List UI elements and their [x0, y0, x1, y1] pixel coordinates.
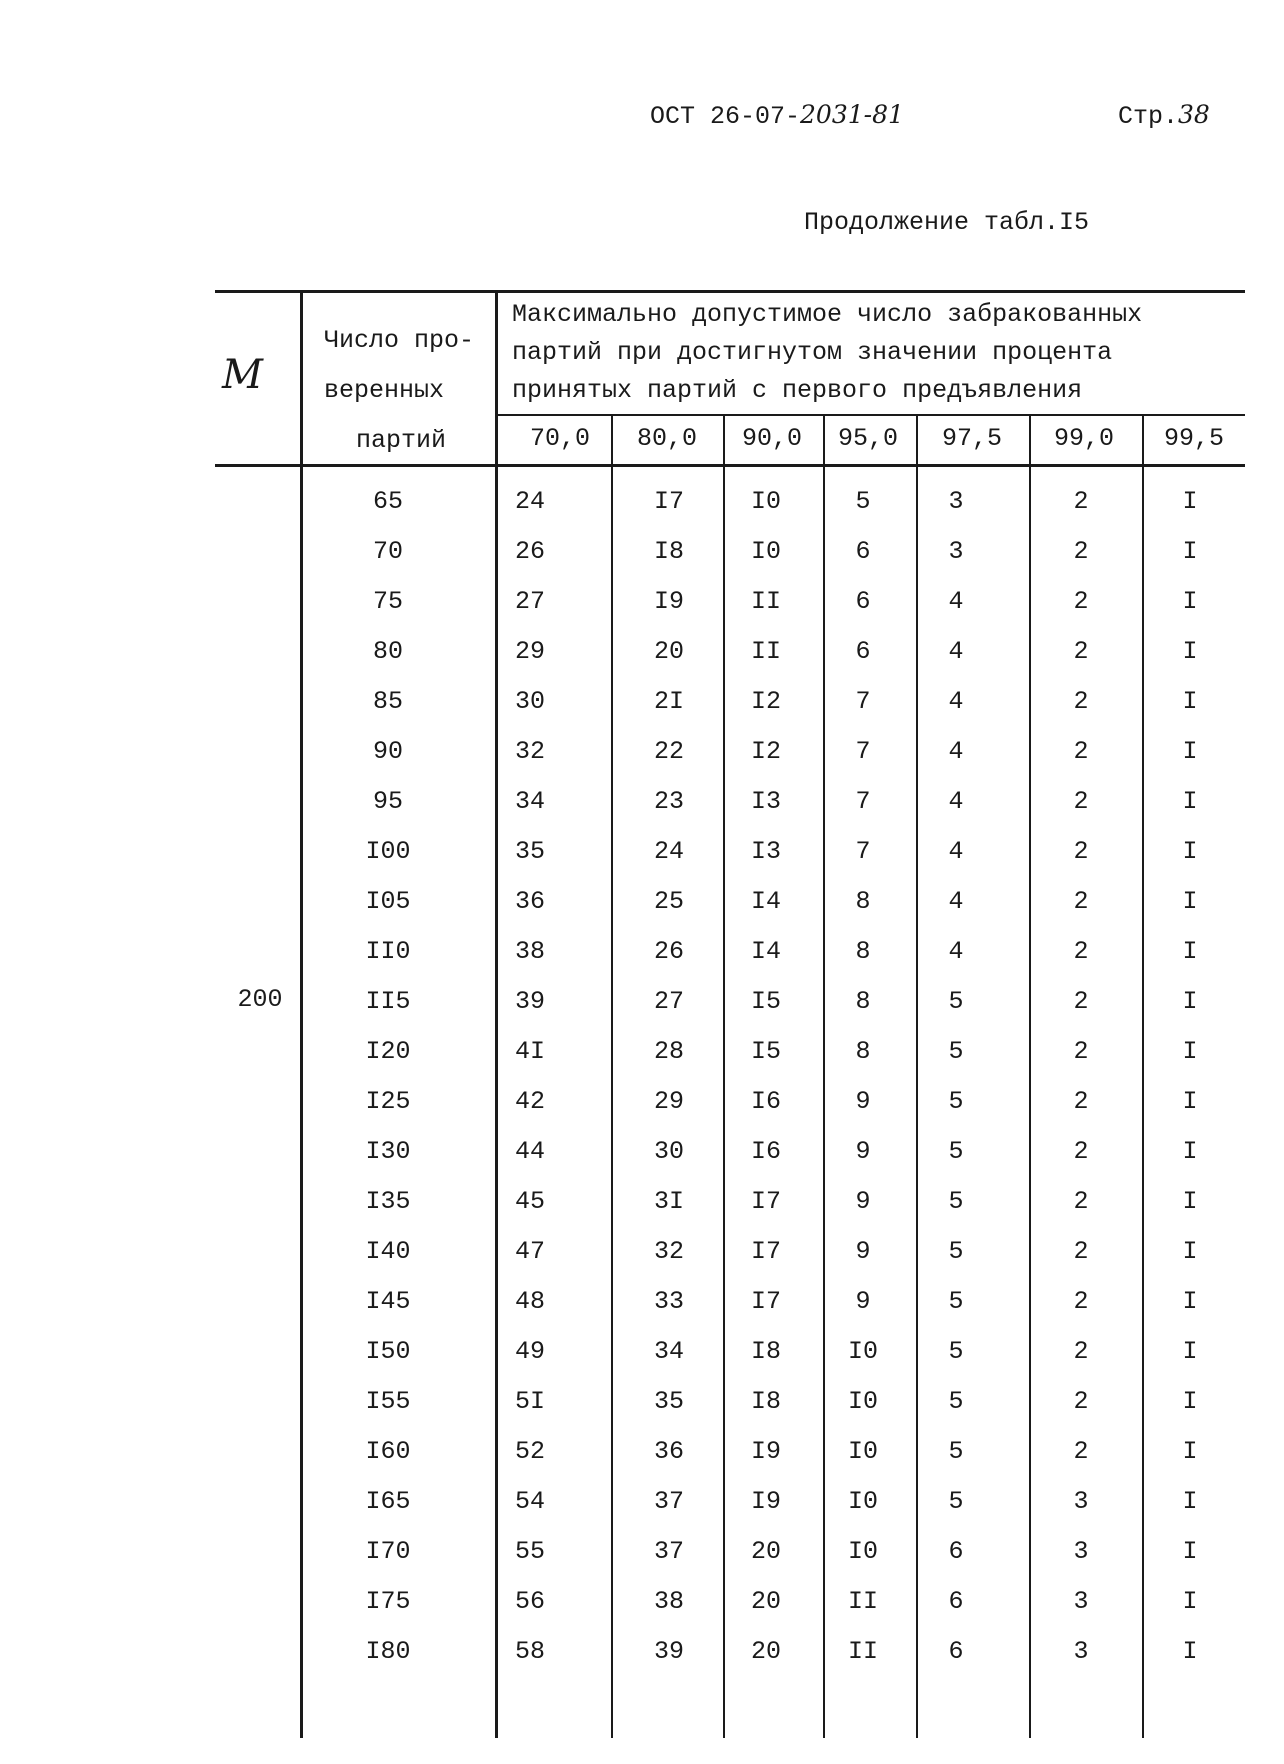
table-cell: 5: [948, 1437, 964, 1466]
table-cell: I9: [653, 587, 684, 616]
table-cell: I0: [847, 1337, 878, 1366]
table-cell: 56: [514, 1587, 545, 1616]
column-header-checked-line-2: веренных: [324, 376, 445, 405]
table-cell: II: [847, 1587, 878, 1616]
row-checked-count: 90: [372, 737, 403, 766]
table-cell: I2: [750, 737, 781, 766]
table-cell: I0: [847, 1537, 878, 1566]
table-cell: 9: [855, 1287, 871, 1316]
table-cell: II: [750, 587, 781, 616]
table-cell: I: [1182, 987, 1198, 1016]
table-cell: I: [1182, 537, 1198, 566]
table-cell: 2: [1073, 1187, 1089, 1216]
table-cell: 2: [1073, 1037, 1089, 1066]
table-cell: 2: [1073, 487, 1089, 516]
table-cell: 2: [1073, 1237, 1089, 1266]
table-cell: 52: [514, 1437, 545, 1466]
table-cell: 42: [514, 1087, 545, 1116]
table-cell: I: [1182, 487, 1198, 516]
document-code: [650, 100, 904, 131]
table-cell: 35: [653, 1387, 684, 1416]
table-cell: 47: [514, 1237, 545, 1266]
table-cell: 4: [948, 737, 964, 766]
row-checked-count: I75: [365, 1587, 411, 1616]
table-cell: I8: [750, 1387, 781, 1416]
table-cell: 32: [653, 1237, 684, 1266]
table-cell: 7: [855, 737, 871, 766]
table-cell: 39: [514, 987, 545, 1016]
percent-header-1: 80,0: [636, 424, 697, 453]
row-checked-count: I20: [365, 1037, 411, 1066]
table-cell: 32: [514, 737, 545, 766]
row-checked-count: 65: [372, 487, 403, 516]
col-rule-80: [611, 414, 613, 1738]
table-cell: I5: [750, 1037, 781, 1066]
table-cell: I: [1182, 837, 1198, 866]
table-cell: II: [847, 1637, 878, 1666]
table-cell: 2: [1073, 1087, 1089, 1116]
table-cell: I7: [653, 487, 684, 516]
column-header-checked-line-1: Число про-: [324, 326, 475, 355]
table-cell: 2I: [653, 687, 684, 716]
row-checked-count: I65: [365, 1487, 411, 1516]
table-cell: 38: [514, 937, 545, 966]
row-checked-count: I40: [365, 1237, 411, 1266]
table-cell: 29: [514, 637, 545, 666]
table-cell: 3I: [653, 1187, 684, 1216]
table-cell: 5: [855, 487, 871, 516]
table-cell: I: [1182, 1037, 1198, 1066]
table-cell: 27: [653, 987, 684, 1016]
table-cell: 5: [948, 1237, 964, 1266]
table-cell: 34: [514, 787, 545, 816]
table-cell: 6: [948, 1587, 964, 1616]
table-cell: 5: [948, 1087, 964, 1116]
row-checked-count: 70: [372, 537, 403, 566]
table-cell: I: [1182, 1437, 1198, 1466]
row-checked-count: I80: [365, 1637, 411, 1666]
row-checked-count: I00: [365, 837, 411, 866]
column-header-checked-line-3: партий: [356, 426, 447, 455]
table-cell: 3: [1073, 1637, 1089, 1666]
table-cell: I: [1182, 787, 1198, 816]
table-cell: 49: [514, 1337, 545, 1366]
table-cell: 9: [855, 1087, 871, 1116]
table-cell: I: [1182, 1537, 1198, 1566]
column-header-max-line-3: принятых партий с первого предъявления: [512, 376, 1083, 405]
table-cell: 2: [1073, 837, 1089, 866]
row-checked-count: II5: [365, 987, 411, 1016]
table-cell: I0: [750, 487, 781, 516]
page-number-value: 38: [1178, 100, 1210, 129]
table-cell: I0: [847, 1387, 878, 1416]
table-cell: 8: [855, 887, 871, 916]
table-cell: 6: [948, 1537, 964, 1566]
table-cell: I: [1182, 1137, 1198, 1166]
table-cell: 6: [855, 637, 871, 666]
table-cell: 3: [948, 537, 964, 566]
row-checked-count: I45: [365, 1287, 411, 1316]
row-checked-count: II0: [365, 937, 411, 966]
table-cell: 54: [514, 1487, 545, 1516]
table-cell: 2: [1073, 787, 1089, 816]
table-cell: 37: [653, 1487, 684, 1516]
page-number-prefix: Стр.: [1118, 102, 1179, 131]
table-cell: 4: [948, 837, 964, 866]
table-cell: 25: [653, 887, 684, 916]
table-cell: 4: [948, 587, 964, 616]
table-cell: 5: [948, 1487, 964, 1516]
table-cell: 7: [855, 687, 871, 716]
percent-header-rule: [495, 414, 1245, 416]
table-cell: 58: [514, 1637, 545, 1666]
table-cell: 36: [653, 1437, 684, 1466]
table-cell: I: [1182, 687, 1198, 716]
row-checked-count: I55: [365, 1387, 411, 1416]
table-cell: 2: [1073, 587, 1089, 616]
table-cell: 2: [1073, 1437, 1089, 1466]
table-cell: 37: [653, 1537, 684, 1566]
column-header-m: M: [222, 352, 263, 398]
percent-header-5: 99,0: [1053, 424, 1114, 453]
table-cell: 2: [1073, 987, 1089, 1016]
table-cell: 9: [855, 1137, 871, 1166]
table-cell: 34: [653, 1337, 684, 1366]
col-rule-90: [723, 414, 725, 1738]
table-cell: 3: [1073, 1487, 1089, 1516]
column-header-max-line-1: Максимально допустимое число забракованных: [512, 300, 1143, 329]
table-cell: 44: [514, 1137, 545, 1166]
table-cell: I0: [847, 1487, 878, 1516]
table-cell: 20: [750, 1637, 781, 1666]
table-cell: 48: [514, 1287, 545, 1316]
table-cell: I: [1182, 1587, 1198, 1616]
table-cell: I9: [750, 1437, 781, 1466]
table-cell: I8: [750, 1337, 781, 1366]
table-cell: 23: [653, 787, 684, 816]
table-cell: I3: [750, 787, 781, 816]
table-cell: 28: [653, 1037, 684, 1066]
table-cell: I: [1182, 1187, 1198, 1216]
table-cell: 38: [653, 1587, 684, 1616]
table-cell: 2: [1073, 537, 1089, 566]
row-checked-count: 95: [372, 787, 403, 816]
row-checked-count: I30: [365, 1137, 411, 1166]
table-cell: 4: [948, 887, 964, 916]
table-cell: 8: [855, 987, 871, 1016]
row-checked-count: I25: [365, 1087, 411, 1116]
table-cell: 5: [948, 1287, 964, 1316]
table-cell: I6: [750, 1087, 781, 1116]
table-cell: I: [1182, 1487, 1198, 1516]
table-cell: 5: [948, 1187, 964, 1216]
table-cell: I3: [750, 837, 781, 866]
row-checked-count: I35: [365, 1187, 411, 1216]
document-code-number: 2031-81: [800, 100, 904, 129]
group-m-value: 200: [237, 985, 283, 1014]
table-cell: I: [1182, 1287, 1198, 1316]
table-cell: I: [1182, 887, 1198, 916]
table-cell: 20: [750, 1537, 781, 1566]
table-cell: 36: [514, 887, 545, 916]
column-header-max-line-2: партий при достигнутом значении процента: [512, 338, 1113, 367]
table-cell: 8: [855, 937, 871, 966]
table-cell: 2: [1073, 1137, 1089, 1166]
document-code-prefix: ОСТ 26-07-: [650, 102, 801, 131]
table-cell: 26: [653, 937, 684, 966]
table-cell: I0: [847, 1437, 878, 1466]
table-cell: I: [1182, 587, 1198, 616]
table-continuation-title: Продолжение табл.I5: [804, 208, 1090, 237]
table-cell: I0: [750, 537, 781, 566]
table-cell: 4: [948, 637, 964, 666]
table-cell: 5: [948, 1137, 964, 1166]
row-checked-count: 75: [372, 587, 403, 616]
table-cell: 5I: [514, 1387, 545, 1416]
table-cell: I4: [750, 937, 781, 966]
header-bottom-rule: [215, 464, 1245, 467]
table-cell: 30: [514, 687, 545, 716]
table-cell: 2: [1073, 1287, 1089, 1316]
table-cell: 2: [1073, 1387, 1089, 1416]
table-cell: I9: [750, 1487, 781, 1516]
table-cell: I4: [750, 887, 781, 916]
table-cell: I8: [653, 537, 684, 566]
table-cell: I5: [750, 987, 781, 1016]
percent-header-3: 95,0: [837, 424, 898, 453]
row-checked-count: I60: [365, 1437, 411, 1466]
table-cell: 20: [653, 637, 684, 666]
table-cell: 29: [653, 1087, 684, 1116]
row-checked-count: I70: [365, 1537, 411, 1566]
table-cell: 55: [514, 1537, 545, 1566]
table-cell: 2: [1073, 737, 1089, 766]
table-cell: I7: [750, 1187, 781, 1216]
percent-header-2: 90,0: [741, 424, 802, 453]
table-cell: 24: [653, 837, 684, 866]
table-cell: 30: [653, 1137, 684, 1166]
col-rule-995: [1142, 414, 1144, 1738]
row-checked-count: 80: [372, 637, 403, 666]
table-cell: I: [1182, 1387, 1198, 1416]
table-cell: 22: [653, 737, 684, 766]
table-cell: 5: [948, 1037, 964, 1066]
table-cell: I: [1182, 637, 1198, 666]
percent-header-6: 99,5: [1163, 424, 1224, 453]
percent-header-4: 97,5: [941, 424, 1002, 453]
table-cell: 4: [948, 787, 964, 816]
table-cell: 27: [514, 587, 545, 616]
table-cell: I6: [750, 1137, 781, 1166]
col-rule-99: [1029, 414, 1031, 1738]
table-cell: 2: [1073, 1337, 1089, 1366]
table-cell: I: [1182, 1087, 1198, 1116]
table-cell: 2: [1073, 637, 1089, 666]
table-cell: I: [1182, 1337, 1198, 1366]
percent-header-0: 70,0: [529, 424, 590, 453]
table-cell: 33: [653, 1287, 684, 1316]
row-checked-count: I05: [365, 887, 411, 916]
table-cell: 9: [855, 1187, 871, 1216]
table-cell: 24: [514, 487, 545, 516]
table-cell: 39: [653, 1637, 684, 1666]
table-cell: 8: [855, 1037, 871, 1066]
table-cell: 4: [948, 937, 964, 966]
table-cell: I7: [750, 1287, 781, 1316]
table-cell: 2: [1073, 687, 1089, 716]
table-cell: 7: [855, 787, 871, 816]
table-cell: 5: [948, 987, 964, 1016]
table-top-rule: [215, 290, 1245, 293]
table-cell: 7: [855, 837, 871, 866]
col-rule-m: [300, 290, 303, 1738]
table-cell: 3: [1073, 1587, 1089, 1616]
table-cell: 6: [855, 537, 871, 566]
table-cell: II: [750, 637, 781, 666]
table-cell: 35: [514, 837, 545, 866]
table-cell: 5: [948, 1337, 964, 1366]
table-cell: 4: [948, 687, 964, 716]
table-cell: 2: [1073, 937, 1089, 966]
table-cell: 20: [750, 1587, 781, 1616]
table-cell: 5: [948, 1387, 964, 1416]
table-cell: I: [1182, 737, 1198, 766]
row-checked-count: I50: [365, 1337, 411, 1366]
table-cell: I: [1182, 1237, 1198, 1266]
table-cell: I: [1182, 937, 1198, 966]
table-cell: 26: [514, 537, 545, 566]
row-checked-count: 85: [372, 687, 403, 716]
table-cell: I7: [750, 1237, 781, 1266]
table-cell: 3: [1073, 1537, 1089, 1566]
table-cell: I: [1182, 1637, 1198, 1666]
table-cell: 6: [948, 1637, 964, 1666]
table-cell: 2: [1073, 887, 1089, 916]
table-cell: 6: [855, 587, 871, 616]
table-cell: 9: [855, 1237, 871, 1266]
page-number: [1118, 100, 1210, 131]
table-cell: 3: [948, 487, 964, 516]
table-cell: I2: [750, 687, 781, 716]
table-cell: 45: [514, 1187, 545, 1216]
table-cell: 4I: [514, 1037, 545, 1066]
